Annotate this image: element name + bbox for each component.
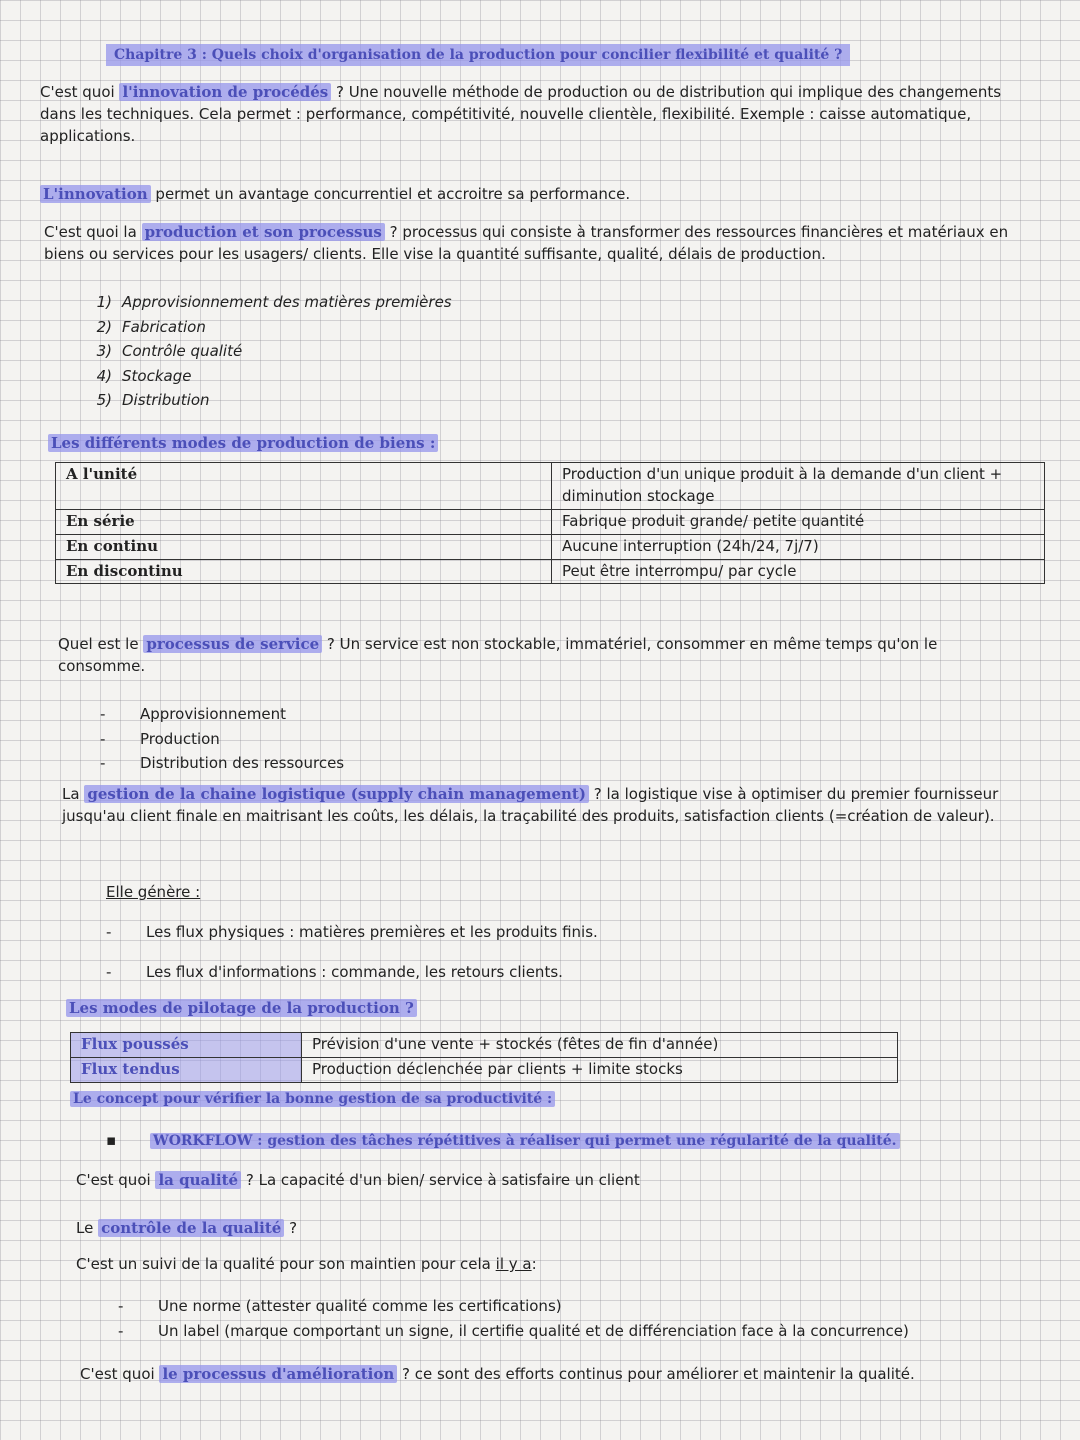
production-text: ? processus qui consiste à transformer des ressources financières et matériaux en biens ou services pour les usagers/ clients. Elle vise la quantité suffisante, qualité, délais de production. (44, 223, 1009, 263)
list-item: 1) Approvisionnement des matières premières (96, 293, 452, 311)
pilotage-heading-block (66, 998, 417, 1020)
flux-list (106, 912, 906, 992)
controle-heading (76, 1218, 297, 1240)
qualite-term: la qualité (155, 1171, 241, 1189)
modes-production-heading: Les différents modes de production de biens : (48, 434, 438, 452)
table-row: En discontinu Peut être interrompu/ par cycle (56, 559, 1045, 584)
innovation-procedes-prefix: C'est quoi (40, 83, 115, 101)
modes-production-table (55, 462, 1045, 584)
supply-chain-paragraph (62, 784, 1047, 828)
genere-label-block (106, 882, 200, 904)
qualite-prefix: C'est quoi (76, 1171, 151, 1189)
list-item: - Approvisionnement (100, 705, 286, 723)
amelioration-text: ? ce sont des efforts continus pour améliorer et maintenir la qualité. (402, 1365, 915, 1383)
list-item: - Les flux physiques : matières premières et les produits finis. (106, 923, 598, 941)
supply-chain-text: ? la logistique vise à optimiser du premier fournisseur jusqu'au client finale en maitrisant les coûts, les délais, la traçabilité des produits, satisfaction clients (=création de valeur). (62, 785, 999, 825)
qualite-paragraph (76, 1170, 1036, 1192)
supply-chain-term: gestion de la chaine logistique (supply chain management) (84, 785, 589, 803)
service-paragraph (58, 634, 1018, 678)
pilotage-heading: Les modes de pilotage de la production ? (66, 999, 417, 1017)
table-row: En continu Aucune interruption (24h/24, 7j/7) (56, 534, 1045, 559)
production-paragraph (44, 222, 1034, 266)
workflow-text: WORKFLOW : gestion des tâches répétitives à réaliser qui permet une régularité de la qualité. (150, 1133, 900, 1149)
bullet-icon: ▪ (106, 1131, 117, 1149)
list-item: 2) Fabrication (96, 317, 206, 336)
list-item: 5) Distribution (96, 391, 210, 409)
concept-text: Le concept pour vérifier la bonne gestion de sa productivité : (70, 1091, 555, 1107)
table-row: Flux poussés Prévision d'une vente + stockés (fêtes de fin d'année) (71, 1033, 898, 1058)
service-term: processus de service (143, 635, 322, 653)
chapter-title: Chapitre 3 : Quels choix d'organisation de la production pour concilier flexibilité et qualité ? (106, 44, 850, 66)
qualite-text: ? La capacité d'un bien/ service à satisfaire un client (245, 1171, 640, 1189)
genere-label: Elle génère : (106, 883, 201, 901)
table-row: A l'unité Production d'un unique produit à la demande d'un client + diminution stockage (56, 463, 1045, 510)
production-prefix: C'est quoi la (44, 223, 137, 241)
innovation-paragraph (40, 184, 1030, 206)
production-steps-list (70, 290, 670, 413)
workflow-row (106, 1130, 1036, 1152)
controle-items-list (118, 1294, 1048, 1344)
list-item: - Une norme (attester qualité comme les certifications) (118, 1297, 562, 1315)
table-row: En série Fabrique produit grande/ petite quantité (56, 510, 1045, 535)
controle-prefix: Le (76, 1219, 94, 1237)
controle-text-row (76, 1254, 1036, 1276)
innovation-text: permet un avantage concurrentiel et accroitre sa performance. (155, 185, 631, 203)
list-item: - Distribution des ressources (100, 754, 345, 772)
list-item: - Les flux d'informations : commande, les retours clients. (106, 963, 563, 981)
list-item: - Production (100, 729, 220, 748)
modes-production-heading-block (48, 433, 438, 455)
pilotage-table (70, 1032, 898, 1083)
controle-text-start: C'est un suivi de la qualité pour son maintien pour cela (76, 1255, 491, 1273)
production-term: production et son processus (142, 223, 385, 241)
service-prefix: Quel est le (58, 635, 139, 653)
controle-q: ? (289, 1219, 298, 1237)
list-item: 3) Contrôle qualité (96, 342, 243, 360)
chapter-title-block (106, 44, 986, 66)
controle-text-end: : (531, 1255, 537, 1273)
amelioration-paragraph (80, 1364, 1040, 1386)
innovation-procedes-paragraph (40, 82, 1030, 147)
innovation-procedes-text: ? Une nouvelle méthode de production ou de distribution qui implique des changements dans les techniques. Cela permet : performance, compétitivité, nouvelle clientèle, flexibilité. Exemple : caisse automatique, applications. (40, 83, 1002, 145)
supply-chain-prefix: La (62, 785, 80, 803)
list-item: 4) Stockage (96, 366, 192, 385)
controle-term: contrôle de la qualité (98, 1219, 284, 1237)
table-row: Flux tendus Production déclenchée par clients + limite stocks (71, 1057, 898, 1082)
amelioration-prefix: C'est quoi (80, 1365, 155, 1383)
list-item: - Un label (marque comportant un signe, il certifie qualité et de différenciation face à la concurrence) (118, 1322, 909, 1340)
controle-text-u: il y a (495, 1255, 532, 1273)
amelioration-term: le processus d'amélioration (159, 1365, 397, 1383)
service-items-list (100, 702, 700, 776)
innovation-procedes-term: l'innovation de procédés (119, 83, 331, 101)
concept-block (70, 1088, 555, 1110)
innovation-term: L'innovation (40, 185, 151, 203)
service-text: ? Un service est non stockable, immatériel, consommer en même temps qu'on le consomme. (58, 635, 938, 675)
